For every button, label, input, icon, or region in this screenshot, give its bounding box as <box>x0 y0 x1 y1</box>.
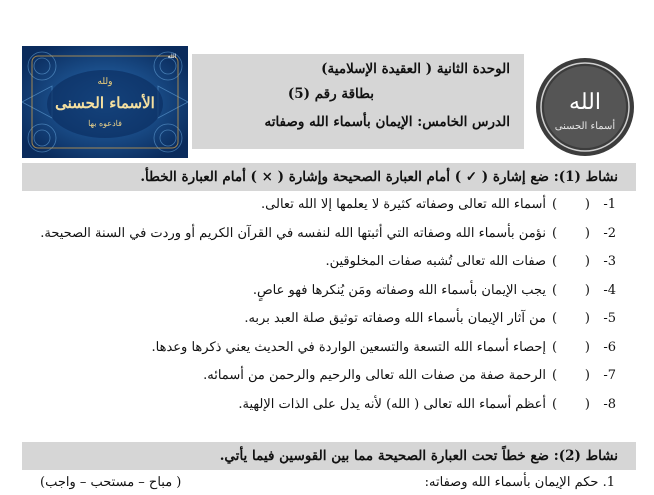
paren-close: ) <box>552 368 558 383</box>
header-box <box>192 54 524 149</box>
list-item <box>20 226 616 255</box>
banner-small-word: ولله <box>97 77 113 87</box>
paren-open: ( <box>584 396 590 412</box>
item-number: 3- <box>603 254 616 269</box>
banner-sub-text: فادعوه بها <box>88 119 122 128</box>
list-item <box>20 368 616 397</box>
item-statement: إحصاء أسماء الله التسعة والتسعين الواردة في الحديث يعني ذكرها وعدها. <box>151 339 546 355</box>
list-item <box>20 340 616 369</box>
paren-open: ( <box>584 254 590 269</box>
activity2-title: نشاط (2): ضع خطاً تحت العبارة الصحيحة مما بين القوسين فيما يأتي. <box>219 448 618 464</box>
asma-al-husna-seal <box>535 57 635 157</box>
paren-close: ) <box>552 254 558 269</box>
list-item <box>20 197 616 226</box>
item-statement: أعظم أسماء الله تعالى ( الله) لأنه يدل على الذات الإلهية. <box>238 396 546 412</box>
list-item <box>20 283 616 312</box>
unit-title: الوحدة الثانية ( العقيدة الإسلامية) <box>321 61 510 77</box>
item-number: 5- <box>603 311 616 326</box>
item-statement: أسماء الله تعالى وصفاته كثيرة لا يعلمها إلا الله تعالى. <box>261 197 546 212</box>
paren-open: ( <box>584 311 590 326</box>
paren-open: ( <box>584 282 590 298</box>
list-item <box>20 311 616 340</box>
seal-artwork <box>535 57 635 157</box>
item-number: 7- <box>603 368 616 383</box>
paren-open: ( <box>584 368 590 383</box>
banner-main-text: الأسماء الحسنى <box>55 94 155 112</box>
lesson-title: الدرس الخامس: الإيمان بأسماء الله وصفاته <box>264 114 510 130</box>
item-statement: من آثار الإيمان بأسماء الله وصفاته توثيق صلة العبد بربه. <box>244 311 546 326</box>
paren-close: ) <box>552 396 558 412</box>
item-statement: الرحمة صفة من صفات الله تعالى والرحيم والرحمن من أسمائه. <box>203 368 546 383</box>
paren-close: ) <box>552 339 558 355</box>
list-item <box>20 397 616 426</box>
card-title: بطاقة رقم (5) <box>287 86 374 102</box>
asma-al-husna-banner <box>22 46 188 158</box>
item-statement: صفات الله تعالى تُشبه صفات المخلوقين. <box>325 254 546 269</box>
item-number: 8- <box>603 396 616 412</box>
item-number: 6- <box>603 339 616 355</box>
paren-close: ) <box>552 282 558 298</box>
activity2-title-bar <box>22 442 636 470</box>
banner-corner-text: الله <box>167 53 177 60</box>
activity1-title-bar <box>22 163 636 191</box>
banner-artwork <box>22 46 188 158</box>
item-statement: يجب الإيمان بأسماء الله وصفاته ومَن يُنكرها فهو عاصٍ. <box>252 282 546 298</box>
seal-allah-text: الله <box>569 90 601 115</box>
paren-open: ( <box>584 197 590 212</box>
activity1-title: نشاط (1): ضع إشارة ( ✓ ) أمام العبارة الصحيحة وإشارة ( × ) أمام العبارة الخطأ. <box>140 169 618 185</box>
item-number: 4- <box>603 282 616 298</box>
paren-open: ( <box>584 225 590 241</box>
seal-subtitle: أسماء الحسنى <box>554 121 616 132</box>
paren-close: ) <box>552 311 558 326</box>
item-number: 2- <box>603 225 616 241</box>
activity1-items <box>20 197 616 425</box>
paren-open: ( <box>584 339 590 355</box>
item-number: 1- <box>603 197 616 212</box>
paren-close: ) <box>552 225 558 241</box>
item-statement: نؤمن بأسماء الله وصفاته التي أثبتها الله لنفسه في القرآن الكريم أو وردت في السنة الصحيحة. <box>40 225 546 241</box>
activity2-question-row <box>40 475 615 493</box>
list-item <box>20 254 616 283</box>
activity2-question: 1. حكم الإيمان بأسماء الله وصفاته: <box>424 475 615 490</box>
paren-close: ) <box>552 197 558 212</box>
activity2-options[interactable]: ( مباح – مستحب – واجب) <box>40 475 182 490</box>
